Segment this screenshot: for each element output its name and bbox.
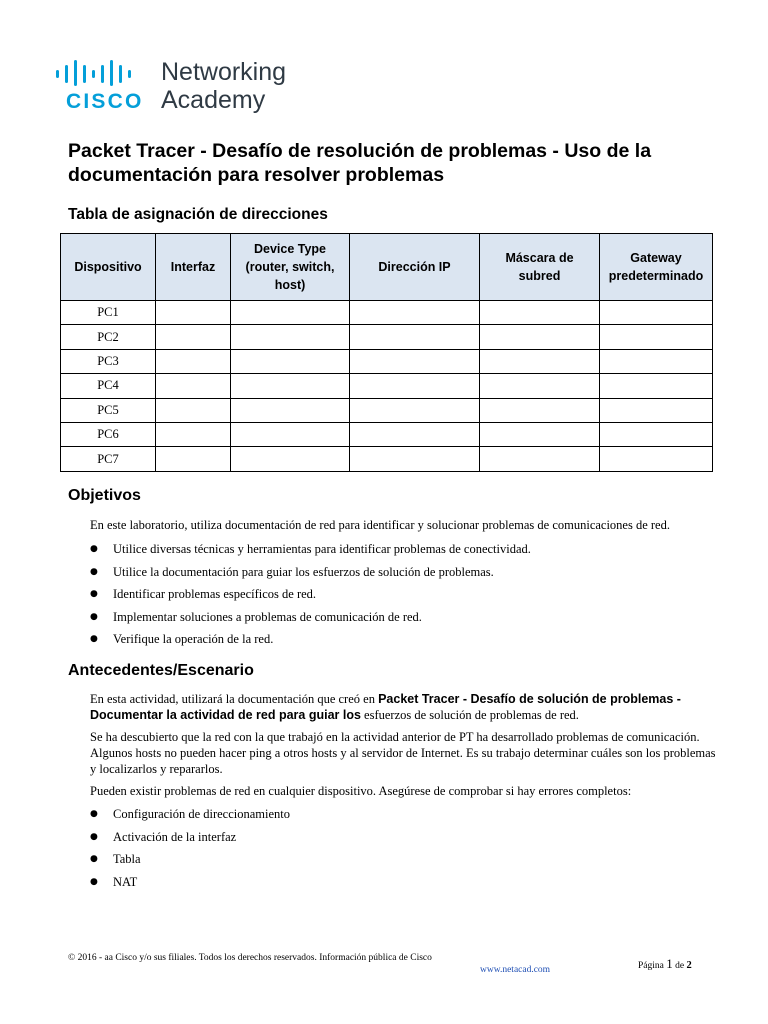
page-current: 1 <box>666 956 673 971</box>
table-cell: PC6 <box>61 422 156 446</box>
table-cell <box>350 349 480 373</box>
table-row <box>61 349 713 373</box>
page-of: de <box>675 961 685 971</box>
table-cell <box>600 301 713 325</box>
list-item: ● Utilice diversas técnicas y herramientas para identificar problemas de conectividad. <box>90 541 531 564</box>
objetivos-heading: Objetivos <box>68 487 141 504</box>
list-item: ● NAT <box>90 874 290 897</box>
table-cell <box>231 374 350 398</box>
table-cell <box>156 325 231 349</box>
table-row <box>61 374 713 398</box>
table-cell: PC2 <box>61 325 156 349</box>
page-title: Packet Tracer - Desafío de resolución de problemas - Uso de la documentación para resolver problemas <box>68 140 652 186</box>
table-cell <box>600 447 713 471</box>
p1-bold-activity-name: Packet Tracer - Desafío de solución de problemas - Documentar la actividad de red para guiar los <box>90 692 681 722</box>
table-cell <box>231 325 350 349</box>
table-cell <box>231 301 350 325</box>
table-cell <box>156 349 231 373</box>
list-item: ● Tabla <box>90 851 290 874</box>
list-item: ● Identificar problemas específicos de red. <box>90 586 531 609</box>
table-cell: PC4 <box>61 374 156 398</box>
cisco-networking-academy-logo <box>54 58 314 118</box>
table-cell <box>350 325 480 349</box>
col-header-dispositivo: Dispositivo <box>61 234 156 301</box>
table-cell <box>480 374 600 398</box>
table-cell <box>231 422 350 446</box>
footer-website-link[interactable]: www.netacad.com <box>480 965 551 975</box>
col-header-interfaz: Interfaz <box>156 234 231 301</box>
objetivos-list <box>90 541 531 654</box>
table-cell: PC3 <box>61 349 156 373</box>
table-cell <box>350 422 480 446</box>
table-row <box>61 301 713 325</box>
footer-copyright: © 2016 - aa Cisco y/o sus filiales. Todos los derechos reservados. Información pública de Cisco <box>68 953 432 963</box>
page-total: 2 <box>686 960 692 971</box>
col-header-ip: Dirección IP <box>350 234 480 301</box>
cisco-wordmark: CISCO <box>66 90 144 113</box>
objetivos-intro: En este laboratorio, utiliza documentación de red para identificar y solucionar problemas de comunicaciones de red. <box>90 518 670 532</box>
table-cell <box>350 301 480 325</box>
table-cell <box>231 349 350 373</box>
table-cell <box>156 301 231 325</box>
cisco-bars-icon <box>54 58 149 88</box>
table-cell <box>600 422 713 446</box>
table-cell <box>231 447 350 471</box>
table-cell <box>600 398 713 422</box>
list-item: ● Configuración de direccionamiento <box>90 806 290 829</box>
table-row <box>61 447 713 471</box>
table-cell <box>156 422 231 446</box>
logo-academy-text: Academy <box>161 86 266 114</box>
table-cell <box>480 325 600 349</box>
antecedentes-paragraph-1 <box>90 691 700 723</box>
antecedentes-list <box>90 806 290 896</box>
table-cell <box>156 374 231 398</box>
table-row <box>61 422 713 446</box>
table-row <box>61 398 713 422</box>
table-cell: PC1 <box>61 301 156 325</box>
footer-page-number <box>638 956 692 972</box>
antecedentes-paragraph-2: Se ha descubierto que la red con la que trabajó en la actividad anterior de PT ha desarrollado problemas de comunicación. Algunos hosts no pueden hacer ping a otros hosts y al servidor de Internet. Es su trabajo determinar cuáles son los problemas y localizarlos y repararlos. <box>90 730 716 776</box>
antecedentes-heading: Antecedentes/Escenario <box>68 662 254 679</box>
addressing-table-heading: Tabla de asignación de direcciones <box>68 206 328 223</box>
col-header-gateway: Gateway predeterminado <box>600 234 713 301</box>
table-cell <box>350 447 480 471</box>
page-label: Página <box>638 961 664 971</box>
table-cell <box>480 349 600 373</box>
table-cell <box>480 422 600 446</box>
list-item: ● Verifique la operación de la red. <box>90 631 531 654</box>
addressing-table <box>60 233 713 472</box>
table-header-row <box>61 234 713 301</box>
table-row <box>61 325 713 349</box>
table-cell <box>156 398 231 422</box>
table-cell <box>600 349 713 373</box>
table-cell <box>600 325 713 349</box>
table-cell <box>480 301 600 325</box>
table-cell <box>156 447 231 471</box>
antecedentes-paragraph-3: Pueden existir problemas de red en cualquier dispositivo. Asegúrese de comprobar si hay errores completos: <box>90 784 632 798</box>
p1-end: esfuerzos de solución de problemas de red. <box>360 708 579 722</box>
table-cell: PC7 <box>61 447 156 471</box>
table-cell: PC5 <box>61 398 156 422</box>
col-header-mask: Máscara de subred <box>480 234 600 301</box>
col-header-device-type: Device Type (router, switch, host) <box>231 234 350 301</box>
logo-networking-text: Networking <box>161 58 287 86</box>
list-item: ● Activación de la interfaz <box>90 829 290 852</box>
p1-start: En esta actividad, utilizará la documentación que creó en <box>90 692 379 706</box>
table-cell <box>350 398 480 422</box>
table-cell <box>231 398 350 422</box>
list-item: ● Implementar soluciones a problemas de comunicación de red. <box>90 609 531 632</box>
list-item: ● Utilice la documentación para guiar los esfuerzos de solución de problemas. <box>90 564 531 587</box>
table-cell <box>480 447 600 471</box>
table-cell <box>350 374 480 398</box>
table-cell <box>600 374 713 398</box>
table-cell <box>480 398 600 422</box>
